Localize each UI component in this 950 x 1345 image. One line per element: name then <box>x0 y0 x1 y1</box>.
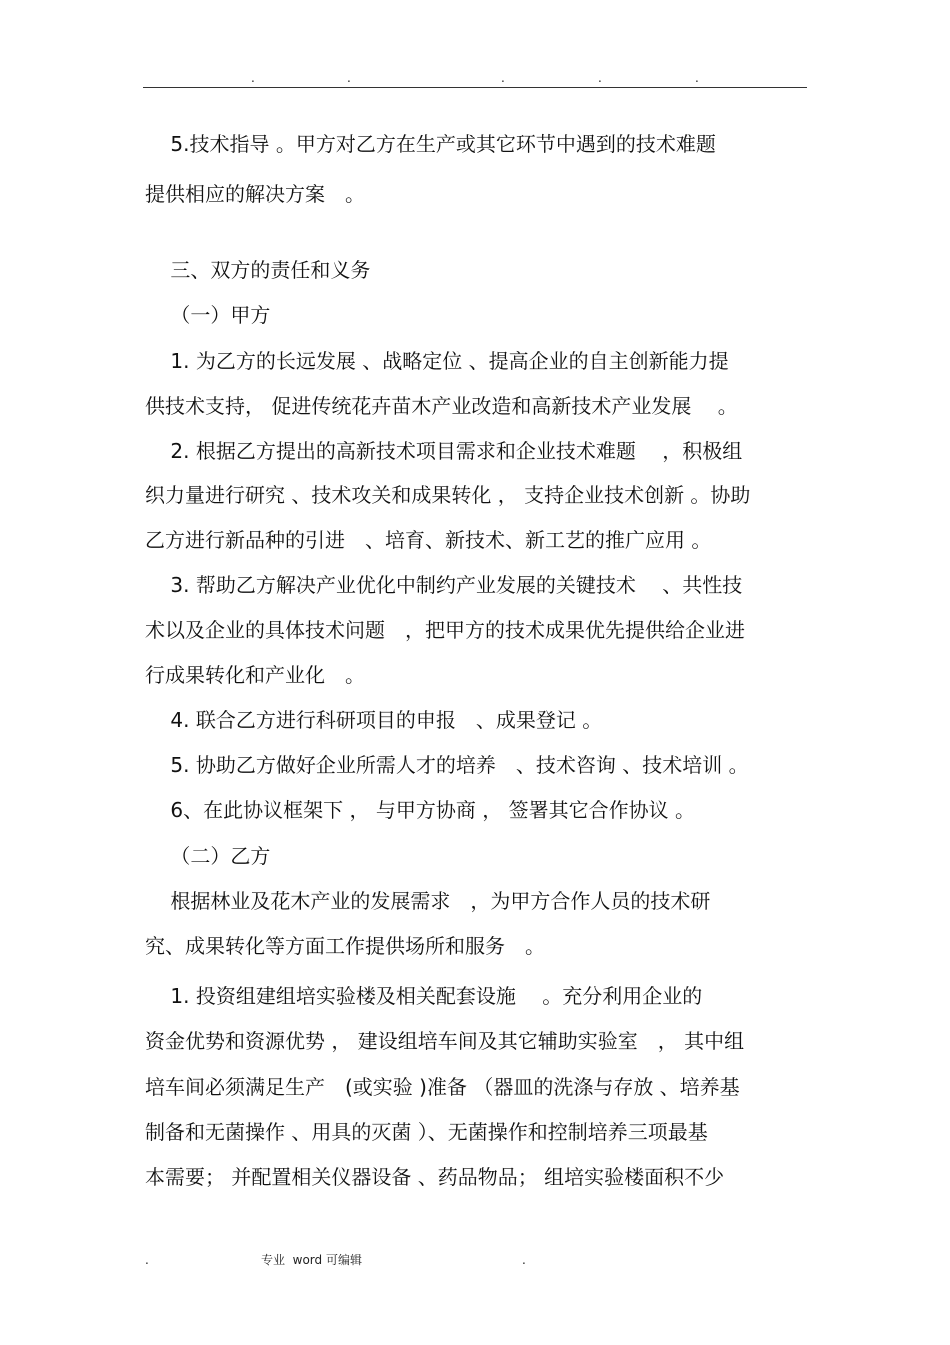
header-dot: . <box>501 71 505 85</box>
text-line: 1. 投资组建组培实验楼及相关配套设施 。充分利用企业的 <box>145 984 703 1008</box>
footer-dot-left: . <box>145 1253 149 1267</box>
text-line: 资金优势和资源优势 ， 建设组培车间及其它辅助实验室 ， 其中组 <box>145 1029 745 1053</box>
text-line: 3. 帮助乙方解决产业优化中制约产业发展的关键技术 、共性技 <box>145 573 743 597</box>
header-dot: . <box>598 71 602 85</box>
subsection-heading: （一）甲方 <box>145 303 271 327</box>
text-line: 本需要； 并配置相关仪器设备 、药品物品； 组培实验楼面积不少 <box>145 1165 725 1189</box>
text-line: 供技术支持， 促进传统花卉苗木产业改造和高新技术产业发展 。 <box>145 394 738 418</box>
header-dot: . <box>251 71 255 85</box>
text-line: 6、在此协议框架下 ， 与甲方协商 ， 签署其它合作协议 。 <box>145 798 695 822</box>
page-footer <box>0 1250 950 1270</box>
text-line: 4. 联合乙方进行科研项目的申报 、成果登记 。 <box>145 708 603 732</box>
footer-text: 专业 word 可编辑 <box>261 1253 362 1267</box>
header-dot: . <box>695 71 699 85</box>
header-dots <box>0 68 950 88</box>
text-line: 1. 为乙方的长远发展 、战略定位 、提高企业的自主创新能力提 <box>145 349 729 373</box>
text-line: 5. 协助乙方做好企业所需人才的培养 、技术咨询 、技术培训 。 <box>145 753 749 777</box>
subsection-heading: （二）乙方 <box>145 844 271 868</box>
text-line: 乙方进行新品种的引进 、培育、新技术、新工艺的推广应用 。 <box>145 528 712 552</box>
header-rule <box>143 87 807 88</box>
text-line: 2. 根据乙方提出的高新技术项目需求和企业技术难题 ，积极组 <box>145 439 743 463</box>
text-line: 制备和无菌操作 、用具的灭菌 ）、无菌操作和控制培养三项最基 <box>145 1120 708 1144</box>
footer-dot-right: . <box>522 1253 526 1267</box>
text-line: 5.技术指导 。甲方对乙方在生产或其它环节中遇到的技术难题 <box>145 132 716 156</box>
text-line: 术以及企业的具体技术问题 ，把甲方的技术成果优先提供给企业进 <box>145 618 745 642</box>
text-line: 培车间必须满足生产 (或实验 )准备 （器皿的洗涤与存放 、培养基 <box>145 1075 740 1099</box>
text-line: 行成果转化和产业化 。 <box>145 663 365 687</box>
text-line: 究、成果转化等方面工作提供场所和服务 。 <box>145 934 545 958</box>
text-line: 提供相应的解决方案 。 <box>145 182 365 206</box>
text-line: 织力量进行研究 、技术攻关和成果转化 ， 支持企业技术创新 。协助 <box>145 483 751 507</box>
header-dot: . <box>347 71 351 85</box>
text-line: 根据林业及花木产业的发展需求 ，为甲方合作人员的技术研 <box>145 889 711 913</box>
section-heading: 三、双方的责任和义务 <box>145 258 371 282</box>
